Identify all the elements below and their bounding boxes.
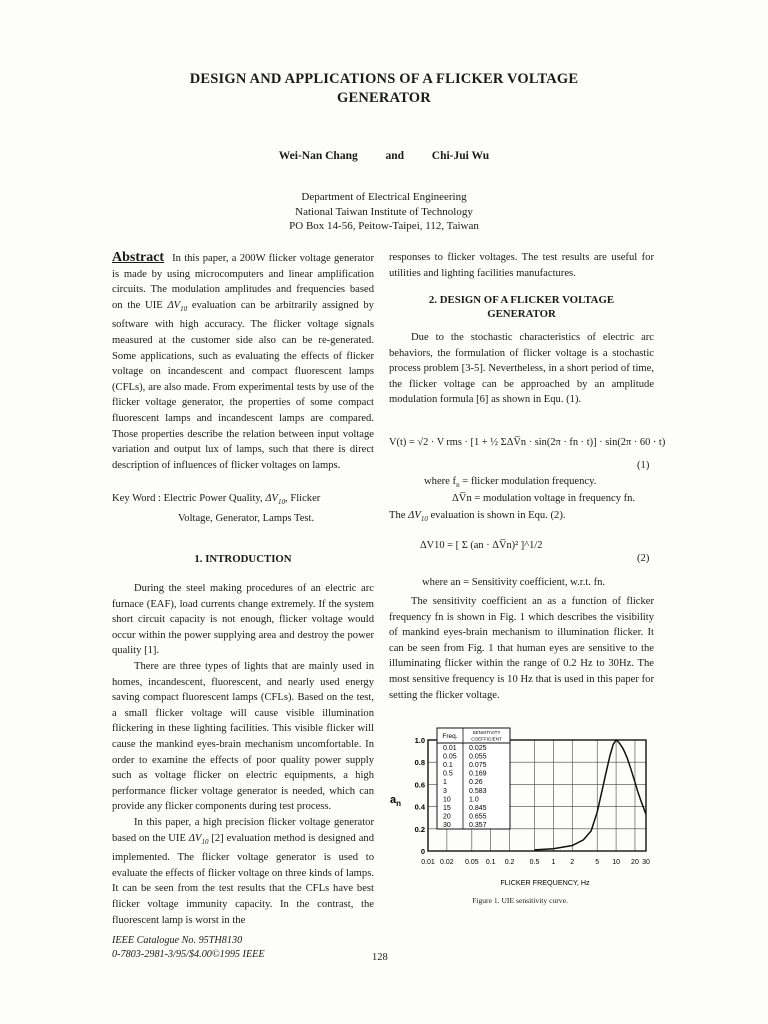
y-label-main: a [390, 794, 397, 806]
table-cell-frequency: 0.05 [443, 753, 457, 761]
affiliation-line: PO Box 14-56, Peitow-Taipei, 112, Taiwan [289, 220, 479, 232]
abstract-text-a: In this paper, a 200W flicker voltage generator is made by using microcomputers and linear amplification circuits. The modulation amplitudes and frequencies based on the UIE [112, 253, 374, 311]
section-2-paragraph-2: The sensitivity coefficient an as a function of flicker frequency fn is shown in Fig. 1 which describes the visibility of mankind eyes-brain mechanism to illumination flicker. It can be seen from Fig. 1 that human eyes are sensitive to the illuminating flicker within the range of 0.2 Hz to 30Hz. The most sensitive frequency is 10 Hz that is used in this paper for setting the flicker voltage. [389, 596, 654, 701]
table-cell-frequency: 30 [443, 822, 451, 830]
y-axis-label [390, 794, 401, 808]
table-cell-frequency: 0.1 [443, 762, 453, 769]
x-tick-label: 0.2 [504, 859, 515, 866]
intro-paragraph-1: During the steel making procedures of an electric arc furnace (EAF), load currents change extremely. If the system short circuit capacity is not enough, flicker voltage would occur within the power supplying area and destroy the power quality [1]. [112, 583, 374, 657]
x-tick-label: 0.05 [465, 859, 479, 866]
author-conjunction: and [385, 150, 405, 162]
table-cell-coefficient: 1.0 [469, 796, 479, 804]
equation-2: ΔV10 = [ Σ (an · ΔV̅n)² ]^1/2 [420, 540, 543, 551]
y-tick-label: 1.0 [414, 736, 425, 745]
section-2-paragraph-1: Due to the stochastic characteristics of electric arc behaviors, the formulation of flicker voltage is a stochastic process problem [3-5]. Nevertheless, in a short period of time, the flicker voltage can be approached by an amplitude modulation formula [6] as shown in Equ. (1). [389, 332, 654, 406]
y-tick-label: 0.4 [414, 802, 425, 812]
sensitivity-curve-line [535, 740, 647, 850]
keywords-line2: Voltage, Generator, Lamps Test. [178, 512, 315, 524]
y-tick-label: 0.6 [414, 780, 425, 790]
x-tick-label: 10 [612, 859, 620, 866]
table-cell-coefficient: 0.357 [469, 822, 487, 830]
affiliation [0, 190, 768, 234]
table-cell-frequency: 10 [443, 796, 451, 804]
table-cell-coefficient: 0.169 [469, 770, 487, 778]
y-label-sub: n [396, 799, 402, 808]
table-header-coef: COEFFICIENT [471, 736, 502, 742]
y-tick-labels [415, 736, 426, 856]
x-tick-label: 1 [551, 859, 556, 866]
equation-2-where-line: where an = Sensitivity coefficient, w.r.t. fn. [422, 577, 606, 588]
intro-paragraph-2: There are three types of lights that are mainly used in homes, incandescent, fluorescent, and nearly used energy saving compact fluorescent lamps (CFLs). Based on the test, a small flicker voltage will cause visible illumination flickering in these lighting facilities. This visible flicker will cause the mankind eyes-brain mechanism uncomfortable. In order to examine the effects of poor quality power supply such as voltage flicker on electric equipments, a high performance flicker voltage generator is needed, which can provide any flicker components during test process. [112, 660, 374, 813]
table-cell-frequency: 1 [443, 779, 447, 787]
table-cell-coefficient: 0.055 [469, 753, 487, 761]
table-cell-coefficient: 0.655 [469, 813, 487, 821]
authors [0, 150, 768, 162]
x-tick-label: 0.02 [440, 859, 454, 866]
keywords: Key Word : Electric Power Quality, $\Delta V_{10}$, Flicker Voltage, Generator, Lamps Test. [112, 491, 374, 526]
sensitivity-chart [384, 718, 656, 908]
table-cell-coefficient: 0.075 [469, 762, 487, 769]
author-2: Chi-Jui Wu [431, 150, 490, 162]
y-tick-label: 0.2 [414, 824, 425, 834]
keywords-label: Key Word [112, 493, 156, 504]
table-cell-coefficient: 0.26 [469, 779, 483, 787]
delta-v10-symbol: $\Delta V_{10}$ [167, 299, 188, 313]
table-header-freq: Freq. [442, 733, 458, 740]
intro-paragraph-3: In this paper, a high precision flicker voltage generator based on the UIE $\Delta V_{10}$ [2] evaluation method is designed and implemented. The flicker voltage generator is used to evaluate the effects of flicker voltage on three kinds of lamps. It can be seen from the test results that the CFLs have best flicker voltage immunity capacity. In the contrast, the fluorescent lamp is worst in the [112, 816, 374, 926]
equation-1-where-line-2: ΔV̅n = modulation voltage in frequency fn. [452, 493, 636, 504]
y-tick-label: 0.8 [414, 758, 425, 768]
table-cell-frequency: 3 [443, 787, 447, 795]
author-1: Wei-Nan Chang [278, 150, 358, 162]
x-tick-label: 20 [631, 859, 639, 866]
abstract-text-b: evaluation can be arbitrarily assigned by software with high accuracy. The flicker voltage signals measured at the customer side also can be re-generated. Some applications, such as evaluating the effects of flicker voltage on incandescent and compact fluorescent lamps (CFLs), are also made. From experimental tests by use of the flicker voltage generator, the properties of some compact fluorescent lamps and incandescent lamps are compared. Those properties describe the relation between input voltage variation and output lux of lamps, such that there is direct description of influences of flicker voltages on lamps. [112, 299, 374, 471]
table-cell-coefficient: 0.583 [469, 787, 487, 795]
right-column-continuation: responses to flicker voltages. The test results are useful for utilities and lighting facilities manufactures. [389, 252, 654, 279]
x-axis-label: FLICKER FREQUENCY, Hz [500, 878, 590, 887]
affiliation-line: National Taiwan Institute of Technology [295, 205, 473, 218]
affiliation-line: Department of Electrical Engineering [301, 191, 467, 203]
paper-title-line1: DESIGN AND APPLICATIONS OF A FLICKER VOLTAGE [189, 71, 579, 87]
sensitivity-table [437, 728, 510, 829]
table-cell-frequency: 15 [443, 805, 451, 812]
equation-1-where-line: where $f_n$ = flicker modulation frequency. [424, 476, 597, 490]
x-tick-label: 2 [570, 859, 575, 866]
page-number: 128 [372, 952, 388, 963]
equation-2-number: (2) [637, 553, 650, 564]
abstract [112, 250, 374, 473]
table-cell-coefficient: 0.025 [469, 744, 487, 752]
table-cell-frequency: 20 [443, 813, 451, 821]
x-tick-label: 0.5 [529, 859, 540, 866]
x-tick-label: 5 [595, 859, 600, 866]
table-header-coef: SENSITIVITY [472, 730, 501, 735]
table-cell-coefficient: 0.845 [469, 805, 487, 812]
paper-title-line2: GENERATOR [337, 90, 431, 106]
y-tick-label: 0 [420, 847, 425, 856]
x-tick-label: 30 [642, 859, 650, 866]
footer-isbn: 0-7803-2981-3/95/$4.00©1995 IEEE [112, 949, 265, 960]
section-heading-2: 2. DESIGN OF A FLICKER VOLTAGE GENERATOR [428, 294, 615, 320]
x-tick-label: 0.1 [485, 859, 496, 866]
sensitivity-curve [535, 740, 647, 850]
dv10-evaluation-line: The $\Delta V_{10}$ evaluation is shown in Equ. (2). [389, 510, 566, 524]
figure-caption: Figure 1. UIE sensitivity curve. [472, 896, 568, 905]
introduction-body [112, 581, 374, 928]
footer [112, 934, 265, 962]
equation-1-number: (1) [637, 460, 650, 471]
x-tick-labels [421, 859, 650, 866]
section-heading-introduction: 1. INTRODUCTION [194, 553, 292, 565]
equation-1: V(t) = √2 · V rms · [1 + ½ ΣΔV̅n · sin(2π · fn · t)] · sin(2π · 60 · t) [389, 437, 666, 448]
table-cell-frequency: 0.5 [443, 770, 453, 778]
x-tick-label: 0.01 [421, 859, 435, 866]
table-cell-frequency: 0.01 [443, 744, 457, 752]
footer-catalogue: IEEE Catalogue No. 95TH8130 [112, 935, 243, 946]
abstract-heading: Abstract [112, 250, 165, 265]
